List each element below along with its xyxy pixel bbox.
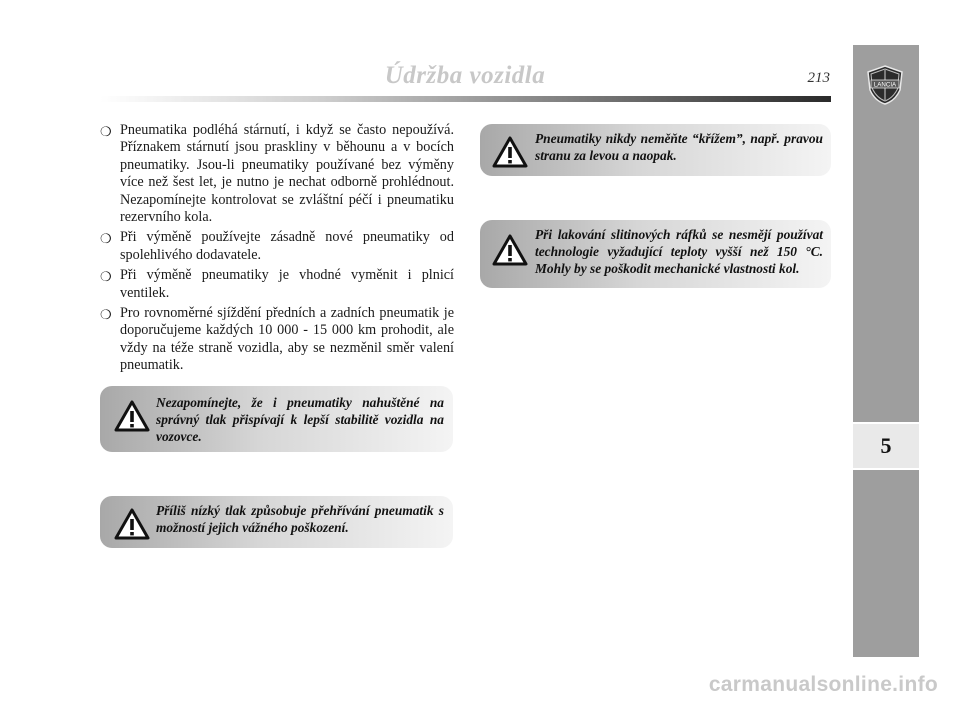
bullet-list	[100, 122, 454, 378]
chapter-sidebar	[853, 45, 919, 657]
warning-text: Při lakování slitinových ráfků se nesmějí používat technologie vyžadující teploty vyšší než 150 °C. Mohly by se poškodit mechanické vlastnosti kol.	[535, 227, 823, 276]
warning-triangle-icon	[114, 400, 150, 432]
bullet-circle-icon: ❍	[100, 307, 112, 323]
list-item-text: Při výměně pneumatiky je vhodné vyměnit i plnicí ventilek.	[120, 267, 454, 301]
chapter-number[interactable]: 5	[853, 422, 919, 470]
lancia-logo-icon	[865, 64, 905, 106]
warning-box	[100, 386, 453, 452]
list-item-text: Pneumatika podléhá stárnutí, i když se často nepoužívá. Příznakem stárnutí jsou praskliny v běhounu a v bocích pneumatiky. Jsou-li pneumatiky používané bez výměny více než šest let, je nutno je nechat odborně prohlédnout. Nezapomínejte kontrolovat se zvláštní péčí i pneumatiku rezervního kola.	[120, 122, 454, 226]
list-item-text: Pro rovnoměrné sjíždění předních a zadních pneumatik je doporučujeme každých 10 000 - 15 000 km prohodit, ale vždy na téže straně vozidla, aby se nezměnil směr valení pneumatik.	[120, 305, 454, 374]
list-item	[100, 267, 454, 302]
warning-box	[100, 496, 453, 548]
list-item-text: Při výměně používejte zásadně nové pneumatiky od spolehlivého dodavatele.	[120, 229, 454, 263]
bullet-circle-icon: ❍	[100, 269, 112, 285]
warning-text: Nezapomínejte, že i pneumatiky nahuštěné na správný tlak přispívají k lepší stabilitě vozidla na vozovce.	[156, 395, 444, 444]
warning-text: Pneumatiky nikdy neměňte “křížem”, např. pravou stranu za levou a naopak.	[535, 131, 823, 163]
warning-box	[480, 220, 831, 288]
page-number: 213	[807, 70, 830, 86]
list-item	[100, 122, 454, 226]
warning-triangle-icon	[492, 136, 528, 168]
page-title: Údržba vozidla	[384, 62, 546, 89]
logo-text: LANCIA	[873, 81, 897, 89]
warning-box	[480, 124, 831, 176]
bullet-circle-icon: ❍	[100, 124, 112, 139]
list-item	[100, 305, 454, 375]
watermark: carmanualsonline.info	[708, 673, 938, 696]
warning-text: Příliš nízký tlak způsobuje přehřívání pneumatik s možností jejich vážného poškození.	[156, 503, 444, 535]
warning-triangle-icon	[114, 508, 150, 540]
bullet-circle-icon: ❍	[100, 231, 112, 247]
header-rule	[100, 96, 831, 102]
warning-triangle-icon	[492, 234, 528, 266]
list-item	[100, 229, 454, 264]
